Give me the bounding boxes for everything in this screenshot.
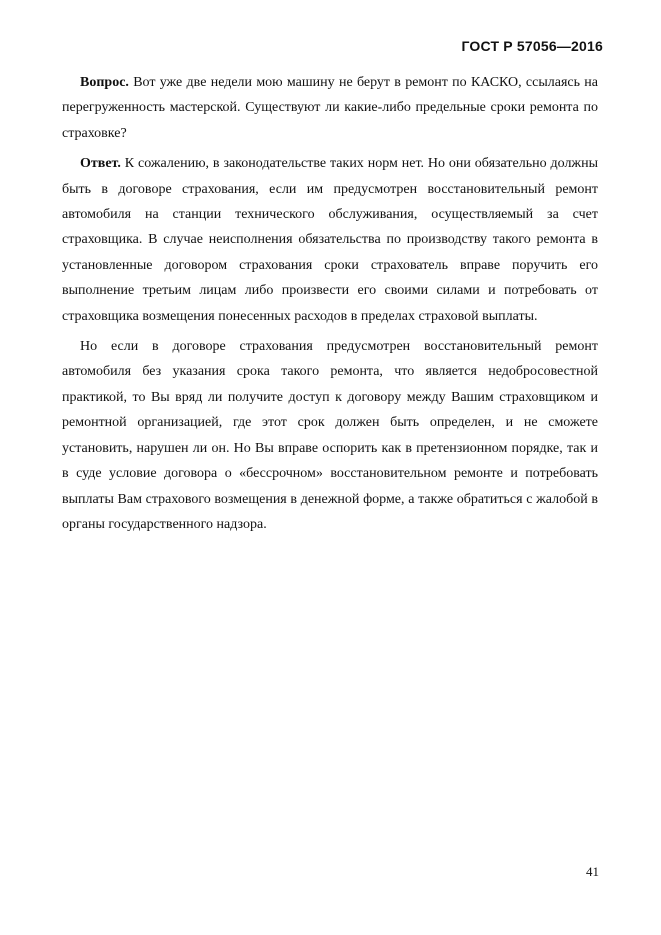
answer-paragraph	[62, 151, 598, 329]
page-number: 41	[586, 864, 599, 879]
document-code: ГОСТ Р 57056—2016	[461, 38, 603, 54]
answer-text: К сожалению, в законодательстве таких норм нет. Но они обязательно должны быть в договоре страхования, если им предусмотрен восстановительный ремонт автомобиля на станции технического обслуживания, осуществляемый за счет страховщика. В случае неисполнения обязательства по производству такого ремонта в установленные договором страхования сроки страхователь вправе поручить его выполнение третьим лицам либо произвести его своими силами и потребовать от страховщика возмещения понесенных расходов в пределах страховой выплаты.	[62, 156, 598, 324]
paragraph-3: Но если в договоре страхования предусмотрен восстановительный ремонт автомобиля без указания срока такого ремонта, что является недобросовестной практикой, то Вы вряд ли получите доступ к договору между Вашим страховщиком и ремонтной организацией, где этот срок должен быть определен, и не сможете установить, нарушен ли он. Но Вы вправе оспорить как в претензионном порядке, так и в суде условие договора о «бессрочном» восстановительном ремонте и потребовать выплаты Вам страхового возмещения в денежной форме, а также обратиться с жалобой в органы государственного надзора.	[62, 339, 598, 532]
question-label: Вопрос.	[80, 75, 129, 90]
answer-label: Ответ.	[80, 156, 121, 172]
document-body	[62, 70, 598, 542]
question-text: Вот уже две недели мою машину не берут в ремонт по КАСКО, ссылаясь на перегруженность мастерской. Существуют ли какие-либо предельные сроки ремонта по страховке?	[62, 75, 598, 141]
question-paragraph	[62, 70, 598, 146]
